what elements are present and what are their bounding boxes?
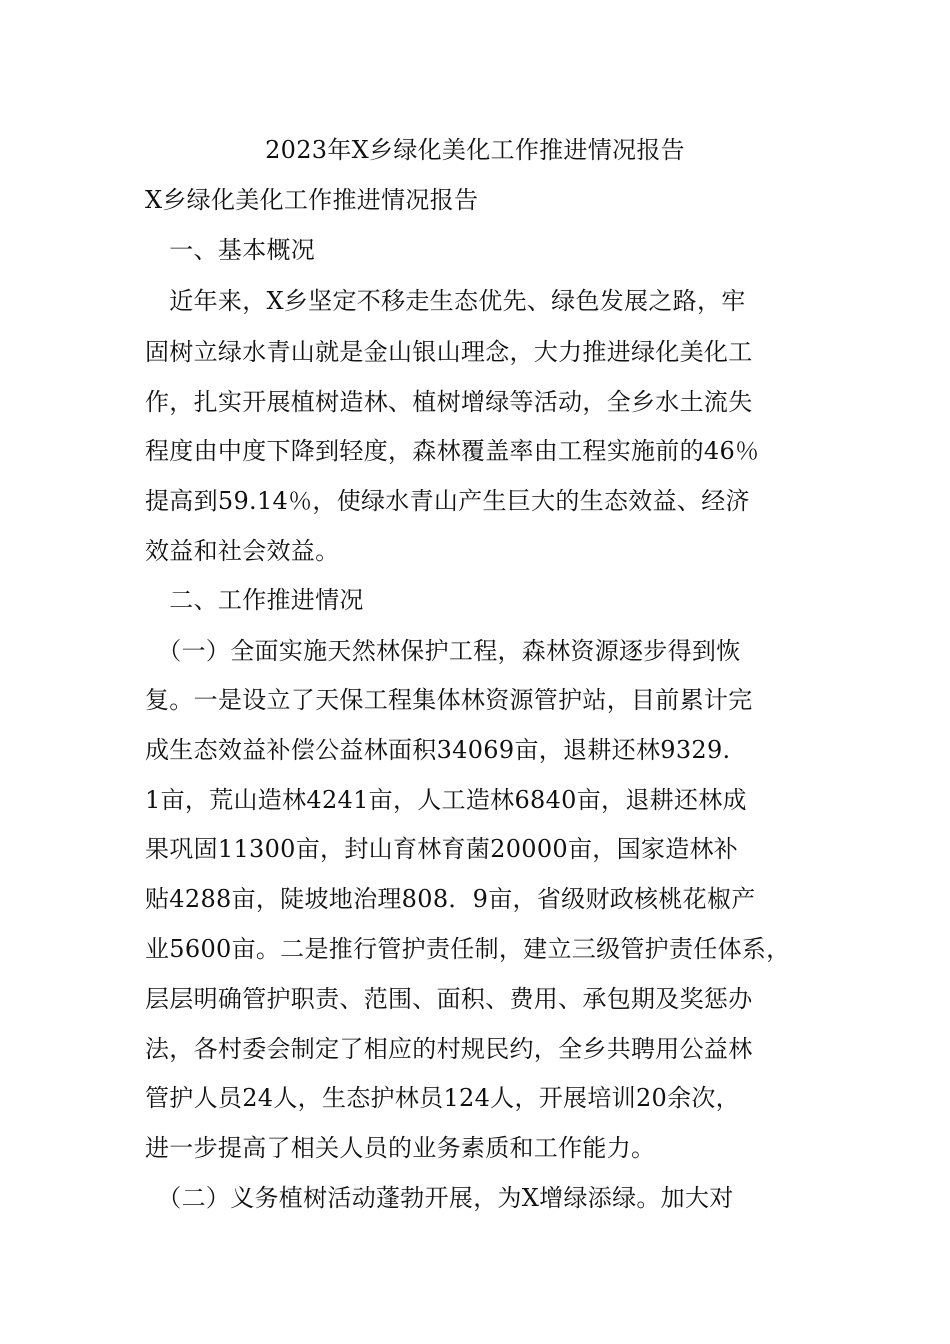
paragraph-line: 果巩固11300亩，封山育林育菌20000亩，国家造林补 bbox=[145, 835, 739, 863]
paragraph-line: 近年来，X乡坚定不移走生态优先、绿色发展之路，牢 bbox=[145, 287, 746, 315]
paragraph-line: 贴4288亩，陡坡地治理808．9亩，省级财政核桃花椒产 bbox=[145, 885, 756, 913]
paragraph-line: 进一步提高了相关人员的业务素质和工作能力。 bbox=[145, 1134, 656, 1162]
paragraph-line: 效益和社会效益。 bbox=[145, 537, 340, 565]
paragraph-line: 1亩，荒山造林4241亩，人工造林6840亩，退耕还林成 bbox=[145, 786, 747, 814]
paragraph-line: 提高到59.14％，使绿水青山产生巨大的生态效益、经济 bbox=[145, 487, 750, 515]
paragraph-line: （二）义务植树活动蓬勃开展，为X增绿添绿。加大对 bbox=[145, 1184, 734, 1212]
paragraph-line: 成生态效益补偿公益林面积34069亩，退耕还林9329. bbox=[145, 736, 731, 764]
paragraph-line: 层层明确管护职责、范围、面积、费用、承包期及奖惩办 bbox=[145, 985, 753, 1013]
paragraph-line: （一）全面实施天然林保护工程，森林资源逐步得到恢 bbox=[145, 637, 741, 665]
section-heading-progress: 二、工作推进情况 bbox=[145, 586, 364, 614]
paragraph-line: 作，扎实开展植树造林、植树增绿等活动，全乡水土流失 bbox=[145, 388, 753, 416]
paragraph-line: 业5600亩。二是推行管护责任制，建立三级管护责任体系， bbox=[145, 935, 791, 963]
paragraph-line: 固树立绿水青山就是金山银山理念，大力推进绿化美化工 bbox=[145, 338, 753, 366]
paragraph-line: 管护人员24人，生态护林员124人，开展培训20余次， bbox=[145, 1084, 740, 1112]
paragraph-line: 复。一是设立了天保工程集体林资源管护站，目前累计完 bbox=[145, 686, 753, 714]
paragraph-line: 程度由中度下降到轻度，森林覆盖率由工程实施前的46％ bbox=[145, 437, 760, 465]
section-heading-overview: 一、基本概况 bbox=[145, 236, 316, 264]
document-title: 2023年X乡绿化美化工作推进情况报告 bbox=[265, 136, 685, 164]
document-subtitle: X乡绿化美化工作推进情况报告 bbox=[145, 186, 479, 214]
paragraph-line: 法，各村委会制定了相应的村规民约，全乡共聘用公益林 bbox=[145, 1035, 753, 1063]
